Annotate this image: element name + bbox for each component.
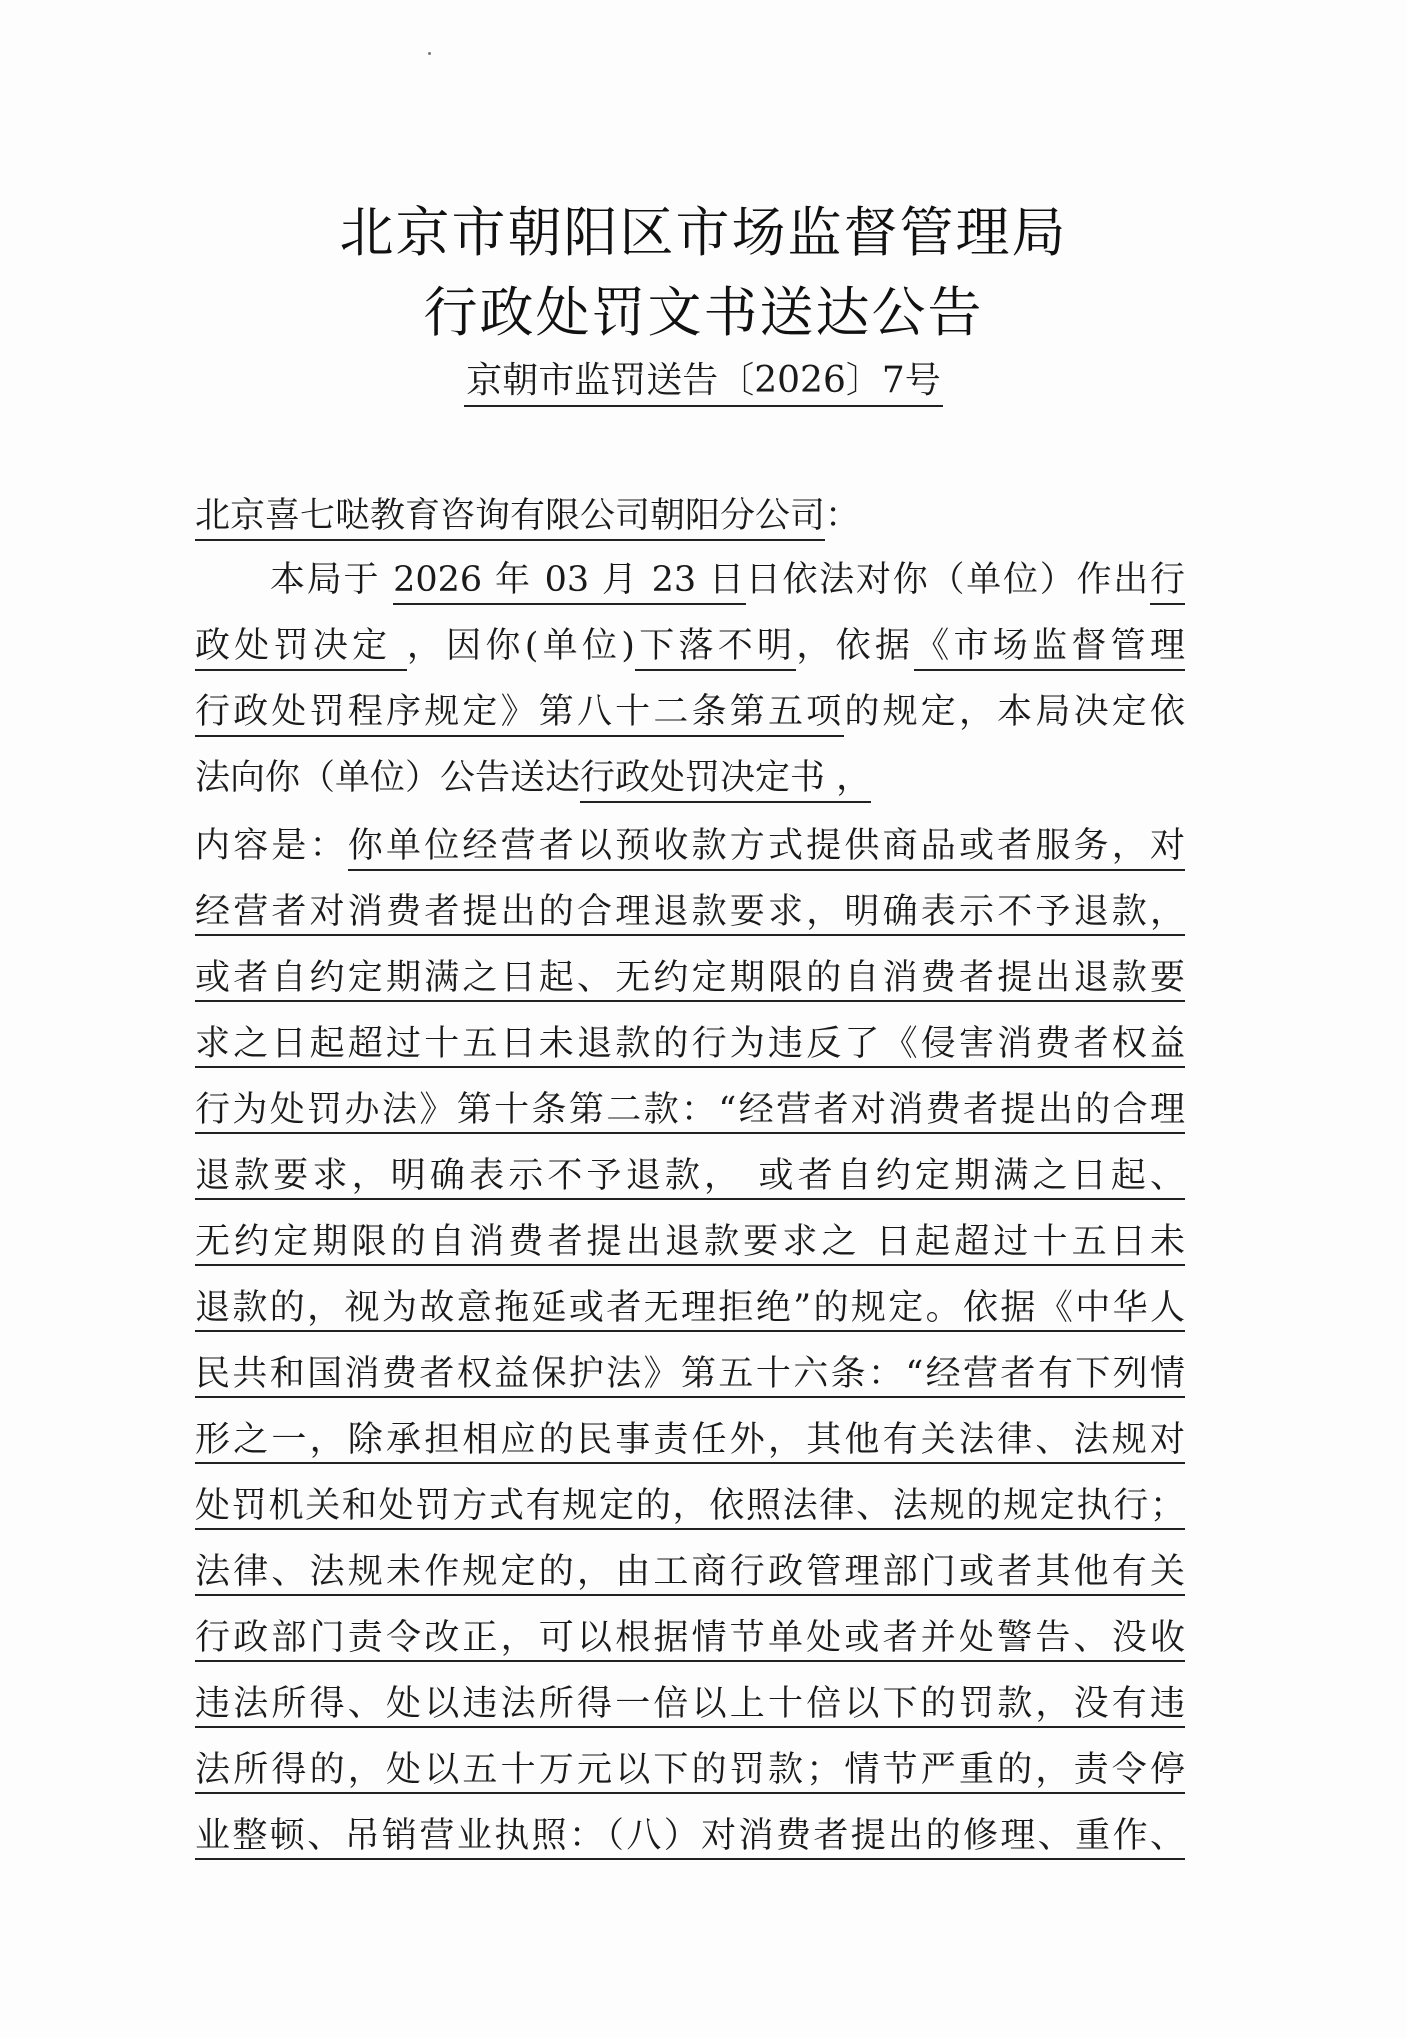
para1-l1-a: 本局于 — [270, 560, 394, 600]
addressee-colon: ： — [825, 496, 861, 536]
para1-l2-a: 政处罚决定 — [195, 626, 407, 671]
content-line-2: 经营者对消费者提出的合理退款要求，明确表示不予退款， — [195, 890, 1185, 936]
para1-line-3 — [195, 690, 1185, 734]
addressee-name: 北京喜七哒教育咨询有限公司朝阳分公司 — [195, 496, 825, 541]
content-line-10: 形之一，除承担相应的民事责任外，其他有关法律、法规对 — [195, 1418, 1185, 1464]
content-line-12: 法律、法规未作规定的，由工商行政管理部门或者其他有关 — [195, 1550, 1185, 1596]
para1-l2-b: ，因你(单位) — [406, 626, 635, 666]
para1-line-2 — [195, 624, 1185, 668]
content-line-13: 行政部门责令改正，可以根据情节单处或者并处警告、没收 — [195, 1616, 1185, 1662]
document-number-text: 京朝市监罚送告〔2026〕7号 — [464, 360, 943, 407]
title-line-1: 北京市朝阳区市场监督管理局 — [339, 201, 1068, 264]
title-line-2: 行政处罚文书送达公告 — [423, 281, 984, 344]
para1-l1-c: 行 — [1150, 560, 1185, 605]
para1-l3-a: 行政处罚程序规定》第八十二条第五项 — [195, 692, 844, 737]
content-line-14: 违法所得、处以违法所得一倍以上十倍以下的罚款，没有违 — [195, 1682, 1185, 1728]
content-line-7: 无约定期限的自消费者提出退款要求之 日起超过十五日未 — [195, 1220, 1185, 1266]
content-line-5: 行为处罚办法》第十条第二款：“经营者对消费者提出的合理 — [195, 1088, 1185, 1134]
content-line-9: 民共和国消费者权益保护法》第五十六条：“经营者有下列情 — [195, 1352, 1185, 1398]
content-line-11: 处罚机关和处罚方式有规定的，依照法律、法规的规定执行； — [195, 1484, 1185, 1530]
para1-l1-b: 日依法对你（单位）作出 — [745, 560, 1150, 600]
reason-missing: 下落不明 — [635, 626, 796, 671]
content-line-4: 求之日起超过十五日未退款的行为违反了《侵害消费者权益 — [195, 1022, 1185, 1068]
para1-line-4 — [195, 756, 1185, 800]
scan-speck — [428, 52, 431, 55]
content-text-1: 你单位经营者以预收款方式提供商品或者服务，对 — [348, 826, 1185, 871]
para1-l4-a: 法向你（单位）公告送达 — [195, 758, 581, 798]
content-line-15: 法所得的，处以五十万元以下的罚款；情节严重的，责令停 — [195, 1748, 1185, 1794]
content-line-1 — [195, 824, 1185, 868]
content-line-6: 退款要求，明确表示不予退款， 或者自约定期满之日起、 — [195, 1154, 1185, 1200]
content-line-16: 业整顿、吊销营业执照：（八）对消费者提出的修理、重作、 — [195, 1814, 1185, 1860]
para1-l2-e: 《市场监督管理 — [914, 626, 1185, 671]
document-number — [0, 352, 1407, 403]
decision-date: 2026 年 03 月 23 日 — [393, 560, 746, 605]
para1-l3-b: 的规定，本局决定依 — [844, 692, 1185, 732]
para1-l2-d: ，依据 — [796, 626, 915, 666]
content-label: 内容是： — [195, 826, 348, 866]
para1-line-1 — [270, 558, 1185, 602]
content-line-3: 或者自约定期满之日起、无约定期限的自消费者提出退款要 — [195, 956, 1185, 1002]
content-line-8: 退款的，视为故意拖延或者无理拒绝”的规定。依据《中华人 — [195, 1286, 1185, 1332]
document-type: 行政处罚决定书 ， — [580, 758, 871, 803]
addressee-line — [195, 494, 1185, 538]
